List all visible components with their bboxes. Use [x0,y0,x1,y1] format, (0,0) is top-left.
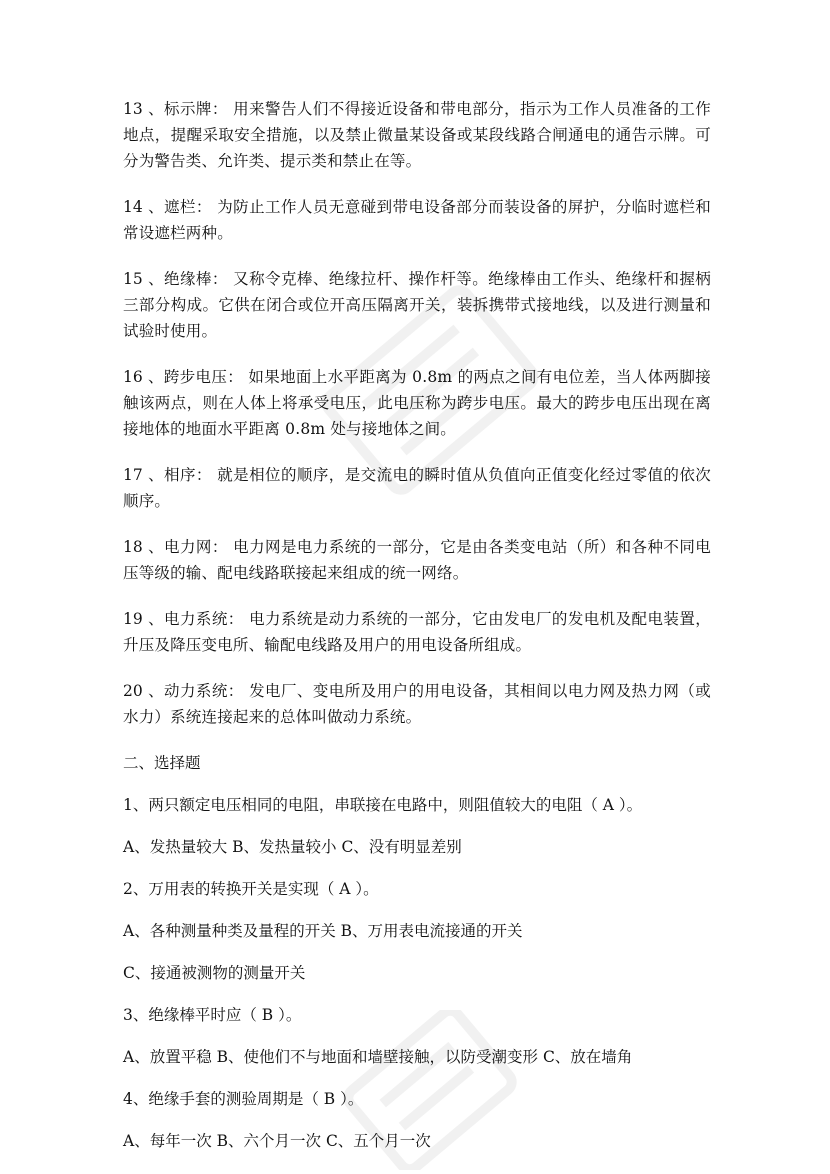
question-2-options-line-1: A、各种测量种类及量程的开关 B、万用表电流接通的开关 [123,922,523,940]
definition-16: 16 、跨步电压： 如果地面上水平距离为 0.8m 的两点之间有电位差，当人体两脚接触该两点，则在人体上将承受电压，此电压称为跨步电压。最大的跨步电压出现在离接地体的地面水平距离 0.8m 处与接地体之间。 [123,368,711,438]
definition-body: 电力系统是动力系统的一部分，它由发电厂的发电机及配电装置，升压及降压变电所、输配电线路及用户的用电设备所组成。 [123,610,711,654]
definition-term: 电力网： [164,538,228,556]
definition-term: 标示牌： [164,100,228,118]
definition-17: 17 、相序： 就是相位的顺序，是交流电的瞬时值从负值向正值变化经过零值的依次顺序。 [123,466,712,510]
definition-body: 如果地面上水平距离为 0.8m 的两点之间有电位差，当人体两脚接触该两点，则在人体上将承受电压，此电压称为跨步电压。最大的跨步电压出现在离接地体的地面水平距离 0.8m 处与接地体之间。 [123,368,711,438]
definition-term: 动力系统： [164,682,244,700]
definition-18: 18 、电力网： 电力网是电力系统的一部分，它是由各类变电站（所）和各种不同电压等级的输、配电线路联接起来组成的统一网络。 [123,538,711,582]
definition-term: 跨步电压： [163,368,244,386]
question-4: 4、绝缘手套的测验周期是（ B ）。 [123,1090,364,1108]
definition-body: 就是相位的顺序，是交流电的瞬时值从负值向正值变化经过零值的依次顺序。 [123,466,712,510]
definition-14: 14 、遮栏： 为防止工作人员无意碰到带电设备部分而装设备的屏护，分临时遮栏和常设遮栏两种。 [123,198,712,242]
question-1: 1、两只额定电压相同的电阻，串联接在电路中，则阻值较大的电阻（ A ）。 [123,796,643,814]
question-3-options: A、放置平稳 B、使他们不与地面和墙壁接触，以防受潮变形 C、放在墙角 [123,1048,633,1066]
definition-term: 电力系统： [164,610,244,628]
question-4-options: A、每年一次 B、六个月一次 C、五个月一次 [123,1132,431,1150]
definition-body: 用来警告人们不得接近设备和带电部分，指示为工作人员准备的工作地点，提醒采取安全措施，以及禁止微量某设备或某段线路合闸通电的通告示牌。可分为警告类、允许类、提示类和禁止在等。 [123,100,711,170]
definition-19: 19 、电力系统： 电力系统是动力系统的一部分，它由发电厂的发电机及配电装置，升压及降压变电所、输配电线路及用户的用电设备所组成。 [123,610,711,654]
question-3: 3、绝缘棒平时应（ B ）。 [123,1006,302,1024]
definition-body: 为防止工作人员无意碰到带电设备部分而装设备的屏护，分临时遮栏和常设遮栏两种。 [123,198,712,242]
definition-body: 电力网是电力系统的一部分，它是由各类变电站（所）和各种不同电压等级的输、配电线路联接起来组成的统一网络。 [123,538,711,582]
definition-term: 遮栏： [164,198,212,216]
definition-term: 相序： [164,466,212,484]
definition-15: 15 、绝缘棒： 又称令克棒、绝缘拉杆、操作杆等。绝缘棒由工作头、绝缘杆和握柄三部分构成。它供在闭合或位开高压隔离开关，装拆携带式接地线，以及进行测量和试验时使用。 [123,270,711,340]
definition-20: 20 、动力系统： 发电厂、变电所及用户的用电设备，其相间以电力网及热力网（或水力）系统连接起来的总体叫做动力系统。 [123,682,711,726]
definition-term: 绝缘棒： [164,270,228,288]
definition-body: 发电厂、变电所及用户的用电设备，其相间以电力网及热力网（或水力）系统连接起来的总体叫做动力系统。 [123,682,711,726]
section-title: 二、选择题 [123,754,201,772]
question-1-options: A、发热量较大 B、发热量较小 C、没有明显差别 [123,838,462,856]
question-2: 2、万用表的转换开关是实现（ A ）。 [123,880,379,898]
definition-body: 又称令克棒、绝缘拉杆、操作杆等。绝缘棒由工作头、绝缘杆和握柄三部分构成。它供在闭合或位开高压隔离开关，装拆携带式接地线，以及进行测量和试验时使用。 [123,270,711,340]
document-content [123,96,711,1170]
definition-13: 13 、标示牌： 用来警告人们不得接近设备和带电部分，指示为工作人员准备的工作地点，提醒采取安全措施，以及禁止微量某设备或某段线路合闸通电的通告示牌。可分为警告类、允许类、提示类和禁止在等。 [123,100,711,170]
question-2-options-line-2: C、接通被测物的测量开关 [123,964,306,982]
